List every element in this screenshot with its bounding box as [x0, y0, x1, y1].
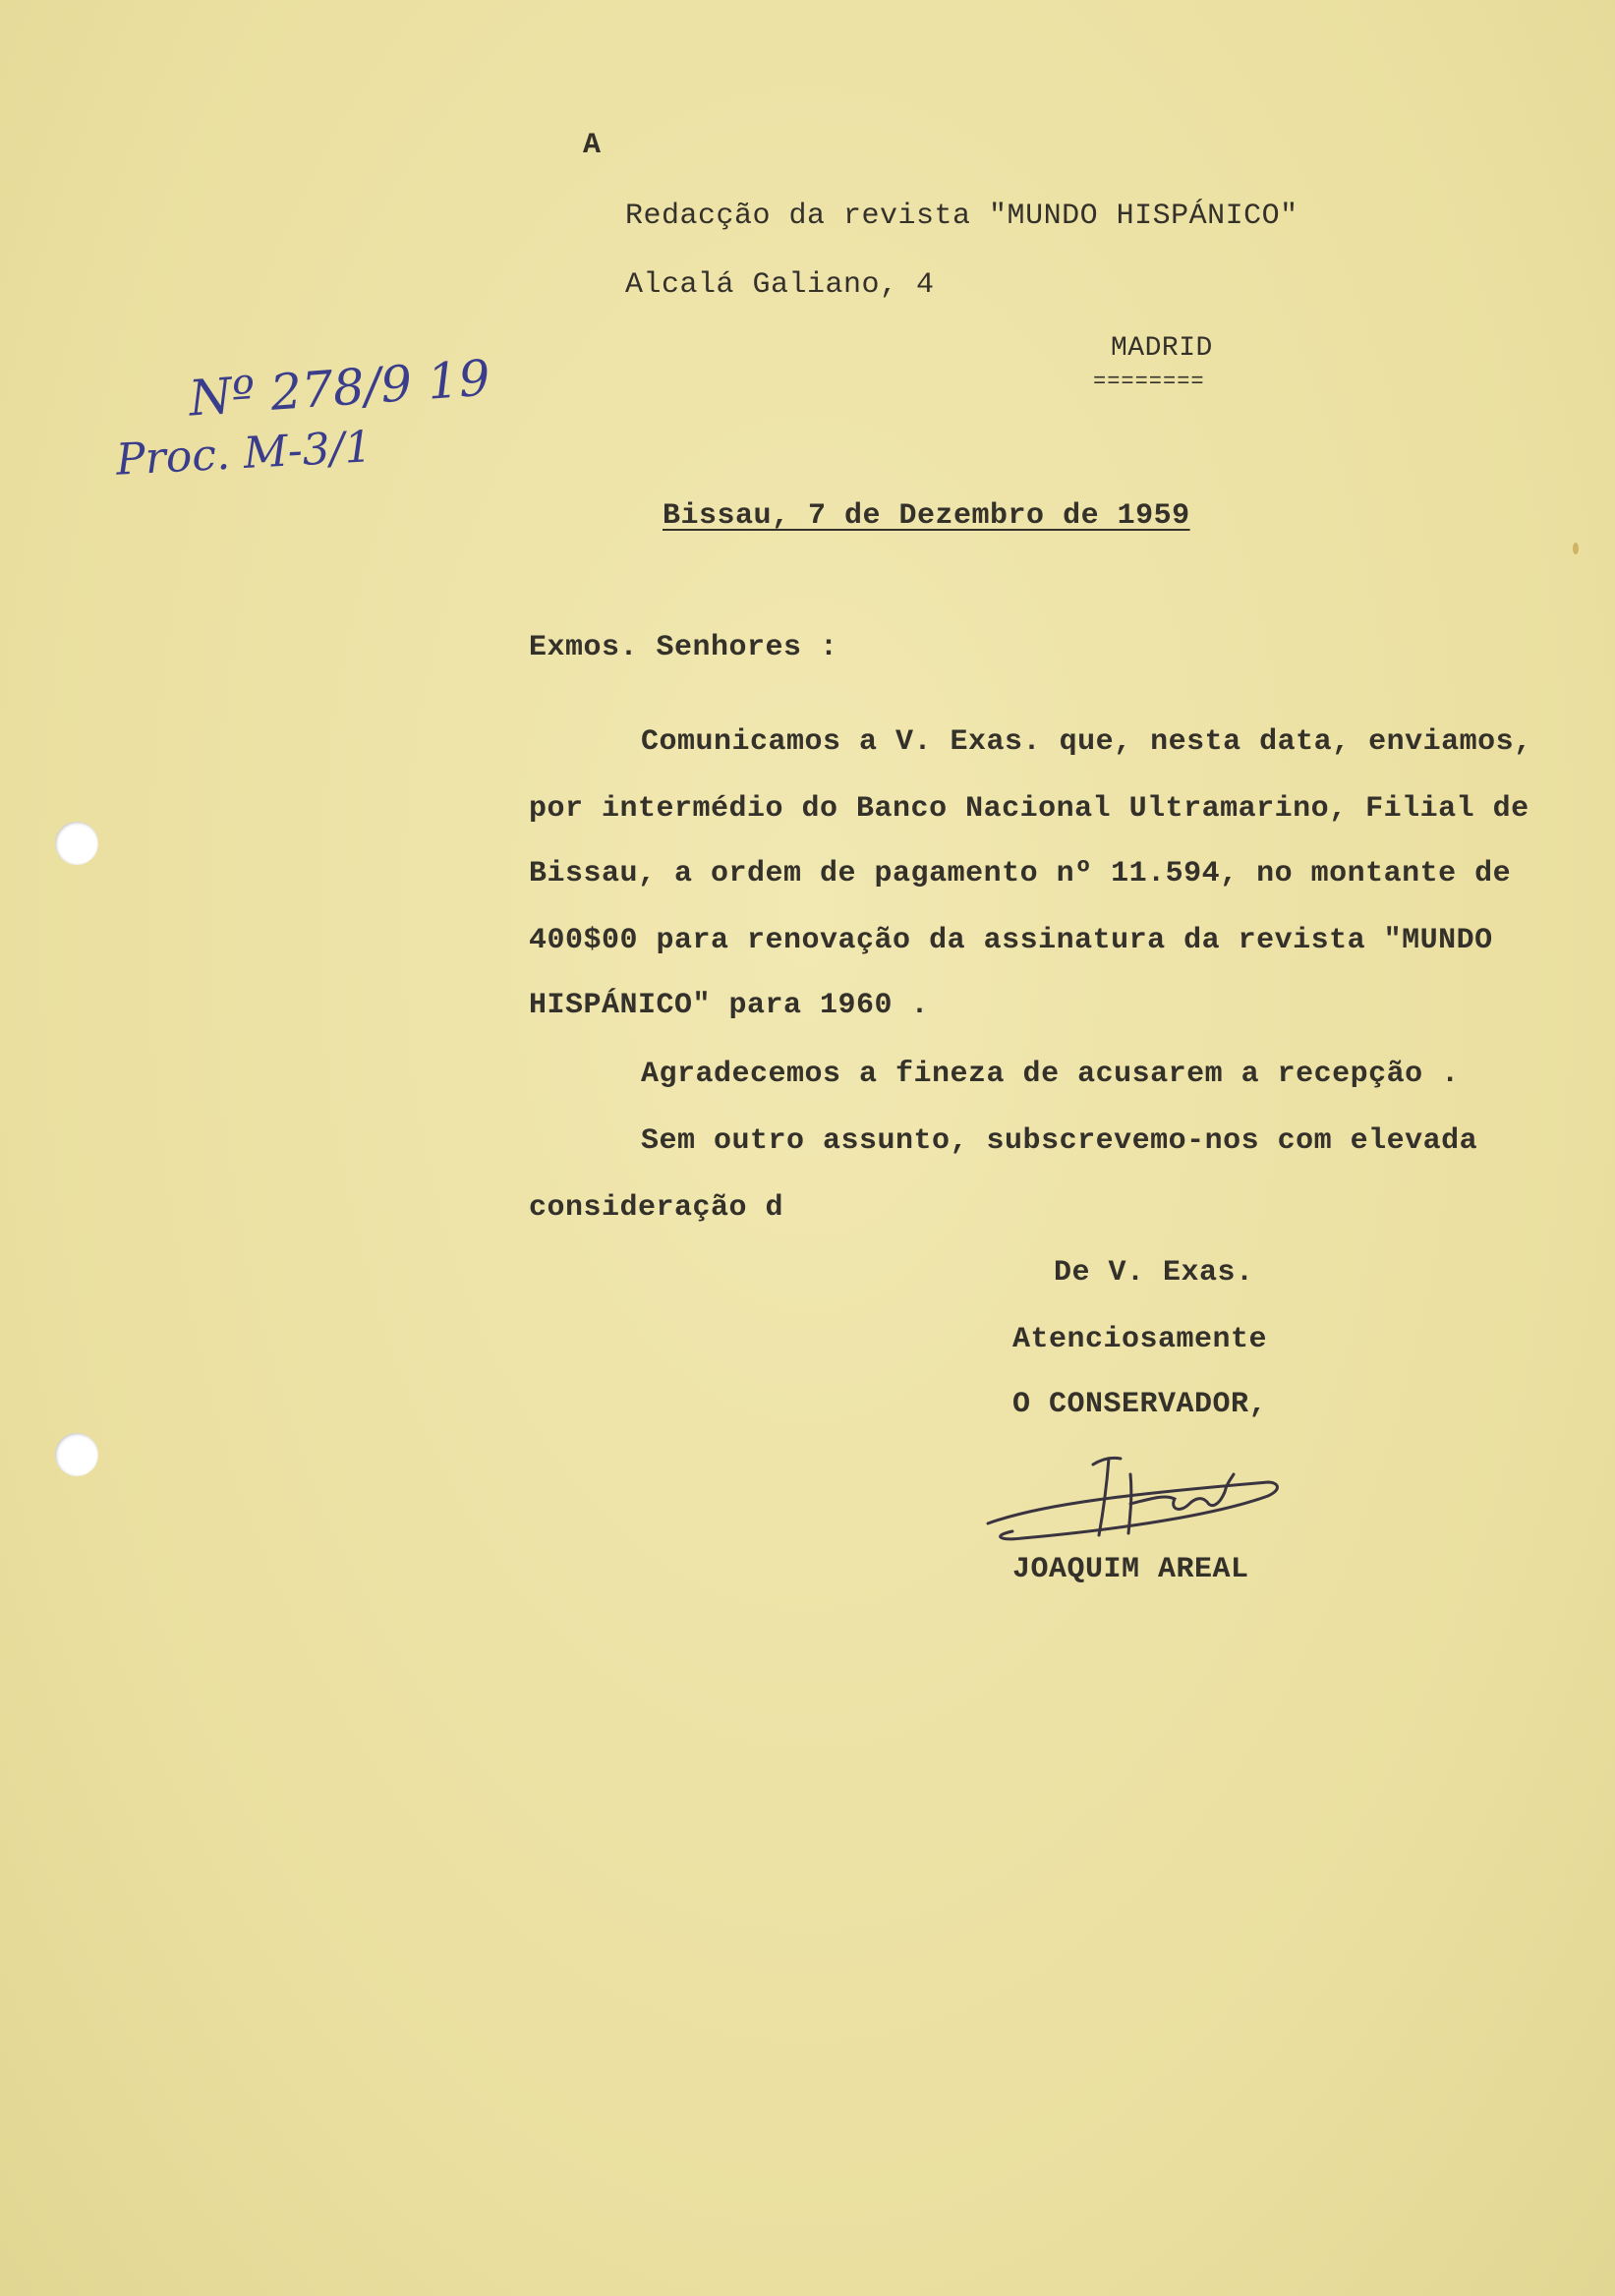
paragraph-acknowledgement: Agradecemos a fineza de acusarem a recepção .: [641, 1058, 1460, 1091]
corner-mark: A: [583, 129, 602, 162]
closing-atenciosamente: Atenciosamente: [1012, 1323, 1268, 1356]
handwritten-process-code: Proc. M-3/1: [114, 422, 374, 486]
closing-de-v-exas: De V. Exas.: [1054, 1256, 1254, 1290]
recipient-line-1: Redacção da revista "MUNDO HISPÁNICO": [625, 200, 1298, 233]
body-line-5: HISPÁNICO" para 1960 .: [529, 989, 930, 1022]
paragraph-closing-line-1: Sem outro assunto, subscrevemo-nos com elevada: [641, 1124, 1478, 1158]
paragraph-closing-line-2: consideração d: [529, 1191, 784, 1225]
recipient-city: MADRID: [1111, 333, 1213, 364]
recipient-city-rule: ========: [1093, 370, 1205, 394]
salutation: Exmos. Senhores :: [529, 631, 838, 664]
recipient-line-2: Alcalá Galiano, 4: [625, 268, 935, 302]
body-line-3: Bissau, a ordem de pagamento nº 11.594, no montante de: [529, 857, 1512, 890]
signer-name: JOAQUIM AREAL: [1012, 1553, 1249, 1586]
paper-stain: [1573, 543, 1579, 554]
date-line: Bissau, 7 de Dezembro de 1959: [663, 499, 1190, 533]
body-line-1: Comunicamos a V. Exas. que, nesta data, enviamos,: [641, 725, 1532, 759]
punch-hole-top: [55, 822, 98, 865]
closing-title: O CONSERVADOR,: [1012, 1388, 1268, 1421]
body-line-2: por intermédio do Banco Nacional Ultramarino, Filial de: [529, 792, 1529, 826]
handwritten-ref-number: Nº 278/9 19: [187, 349, 492, 428]
punch-hole-bottom: [55, 1433, 98, 1476]
body-line-4: 400$00 para renovação da assinatura da revista "MUNDO: [529, 924, 1493, 957]
